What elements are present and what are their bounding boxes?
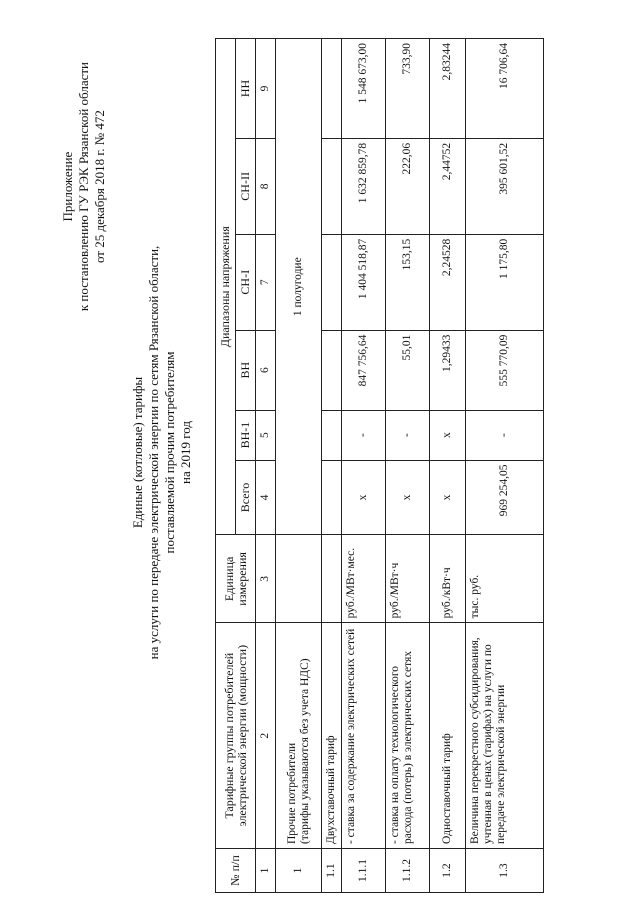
row-name: - ставка на оплату технологического расхода (потерь) в электрических сетях: [386, 623, 430, 849]
section-label-line-2: (тарифы указываются без учета НДС): [298, 658, 311, 845]
index-cell: 2: [256, 623, 276, 849]
document-title: [130, 0, 194, 905]
index-cell: 5: [256, 410, 276, 460]
section-label-line-1: Прочие потребители: [285, 742, 298, 845]
row-vn1: -: [386, 410, 430, 460]
row-num: 1.1.2: [386, 849, 430, 893]
row-nn: 1 548 673,00: [342, 39, 386, 139]
row-vn: 1,29433: [430, 330, 466, 410]
header-group: Тарифные группы потребителей электрической энергии (мощности): [216, 623, 256, 849]
row-vn1: -: [466, 410, 544, 460]
table-row: [342, 39, 386, 893]
section-row: [276, 39, 322, 893]
row-sn1: 2,24528: [430, 234, 466, 330]
section-label: [276, 623, 322, 849]
row-unit: [322, 535, 342, 623]
row-total: 969 254,05: [466, 460, 544, 535]
row-unit: тыс. руб.: [466, 535, 544, 623]
header-vn1: ВН-1: [236, 410, 256, 460]
header-sn1: СН-I: [236, 234, 256, 330]
index-cell: 3: [256, 535, 276, 623]
row-vn: 55,01: [386, 330, 430, 410]
table-row: [386, 39, 430, 893]
header-nn: НН: [236, 39, 256, 139]
row-num: 1.3: [466, 849, 544, 893]
row-nn: 2,83244: [430, 39, 466, 139]
index-cell: 9: [256, 39, 276, 139]
tariff-table: [215, 38, 544, 893]
title-line-3: поставляемой прочим потребителям: [162, 351, 177, 554]
row-num: 1.2: [430, 849, 466, 893]
title-line-4: на 2019 год: [178, 421, 193, 484]
row-vn: [322, 330, 342, 410]
row-total: х: [430, 460, 466, 535]
row-sn1: [322, 234, 342, 330]
annex-line-1: Приложение: [60, 151, 75, 222]
row-sn1: 1 404 518,87: [342, 234, 386, 330]
index-cell: 6: [256, 330, 276, 410]
row-sn2: 2,44752: [430, 138, 466, 234]
row-total: х: [342, 460, 386, 535]
row-name: Величина перекрестного субсидирования, учтенная в ценах (тарифах) на услуги по передаче электрической энергии: [466, 623, 544, 849]
row-vn: 555 770,09: [466, 330, 544, 410]
annex-line-2: к постановлению ГУ РЭК Рязанской области: [76, 62, 91, 312]
row-nn: [322, 39, 342, 139]
row-num: 1.1: [322, 849, 342, 893]
section-unit-empty: [276, 535, 322, 623]
index-cell: 1: [256, 849, 276, 893]
title-line-1: Единые (котловые) тарифы: [130, 376, 145, 529]
table-row: [322, 39, 342, 893]
row-name: Одноставочный тариф: [430, 623, 466, 849]
row-vn1: [322, 410, 342, 460]
row-vn: 847 756,64: [342, 330, 386, 410]
header-total: Всего: [236, 460, 256, 535]
row-sn2: 1 632 859,78: [342, 138, 386, 234]
table-row: [466, 39, 544, 893]
row-total: [322, 460, 342, 535]
table-header-row-1: [216, 39, 236, 893]
index-cell: 4: [256, 460, 276, 535]
section-num: 1: [276, 849, 322, 893]
row-vn1: х: [430, 410, 466, 460]
row-sn2: 222,06: [386, 138, 430, 234]
header-sn2: СН-II: [236, 138, 256, 234]
row-num: 1.1.1: [342, 849, 386, 893]
header-ranges: Диапазоны напряжения: [216, 39, 236, 535]
title-line-2: на услуги по передаче электрической энергии по сетям Рязанской области,: [146, 245, 161, 660]
row-sn2: 395 601,52: [466, 138, 544, 234]
annex-header: [60, 62, 108, 311]
section-period: 1 полугодие: [276, 39, 322, 535]
row-name: Двухставочный тариф: [322, 623, 342, 849]
row-unit: руб./МВт·мес.: [342, 535, 386, 623]
index-cell: 7: [256, 234, 276, 330]
row-nn: 733,90: [386, 39, 430, 139]
header-vn: ВН: [236, 330, 256, 410]
header-unit: Единица измерения: [216, 535, 256, 623]
index-row: [256, 39, 276, 893]
row-nn: 16 706,64: [466, 39, 544, 139]
header-num: № п/п: [216, 849, 256, 893]
row-unit: руб./кВт·ч: [430, 535, 466, 623]
row-vn1: -: [342, 410, 386, 460]
row-sn2: [322, 138, 342, 234]
table-row: [430, 39, 466, 893]
row-sn1: 153,15: [386, 234, 430, 330]
row-total: х: [386, 460, 430, 535]
row-name: - ставка за содержание электрических сетей: [342, 623, 386, 849]
row-sn1: 1 175,80: [466, 234, 544, 330]
row-unit: руб./МВт·ч: [386, 535, 430, 623]
annex-line-3: от 25 декабря 2018 г. № 472: [92, 110, 107, 264]
index-cell: 8: [256, 138, 276, 234]
